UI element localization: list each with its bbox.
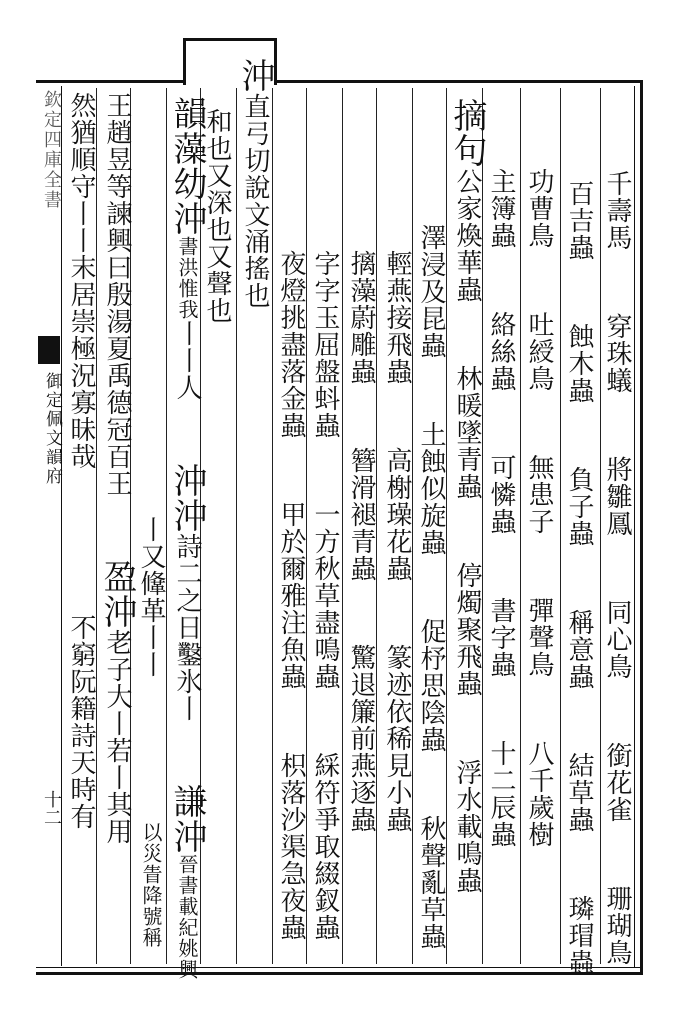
text-segment: 書洪惟我 [175, 236, 199, 320]
text-segment: 幼沖 [167, 166, 207, 236]
spacer [564, 547, 594, 609]
text-segment: 謙沖 [167, 784, 207, 854]
text-segment: 老子大丨若丨其用 [102, 629, 132, 845]
text-segment: 負子蟲 [564, 466, 594, 547]
text-segment: 詩二之日鑿氷丨 [172, 533, 202, 722]
text-column [134, 96, 168, 948]
text-segment: 甲於爾雅注魚蟲 [276, 501, 306, 690]
spacer [172, 722, 202, 784]
spacer [416, 359, 446, 421]
spacer [276, 439, 306, 501]
text-segment: 沖 [235, 58, 275, 93]
spacer [382, 582, 412, 644]
spacer [61, 532, 101, 614]
spacer [102, 497, 132, 559]
text-segment: 蝕木蟲 [564, 323, 594, 404]
text-segment: 千壽馬 [602, 170, 632, 251]
spacer [452, 500, 482, 562]
text-segment: 絡絲蟲 [486, 311, 516, 392]
text-segment: 彈聲鳥 [524, 597, 554, 678]
spacer [564, 833, 594, 895]
text-segment: 秋聲亂草蟲 [416, 815, 446, 950]
column-rule [600, 88, 601, 964]
spacer [602, 537, 632, 599]
text-segment: 八千歲樹 [524, 740, 554, 848]
spacer [524, 678, 554, 740]
spacer [411, 142, 451, 224]
book-title: 欽定四庫全書 [41, 90, 62, 210]
spacer [524, 249, 554, 311]
spacer [452, 303, 482, 365]
text-segment: 王趙昱等諫興曰殷湯夏禹德冠百王 [102, 92, 132, 497]
frame-inner-right-border [634, 86, 635, 968]
spacer [131, 178, 171, 260]
frame-bottom-border [36, 972, 642, 975]
frame-top-border [36, 80, 642, 83]
spacer [602, 680, 632, 742]
spacer [486, 392, 516, 454]
spacer [271, 168, 311, 250]
spacer [602, 823, 632, 885]
text-column [204, 108, 230, 324]
spacer [136, 310, 166, 372]
spacer [131, 96, 171, 178]
spacer [346, 385, 376, 447]
text-segment: 結草蟲 [564, 752, 594, 833]
text-segment: 綵符爭取綴釵蟲 [310, 752, 340, 941]
text-segment: 林暖墜青蟲 [452, 365, 482, 500]
spacer [524, 392, 554, 454]
spacer [276, 690, 306, 752]
spacer [310, 439, 340, 501]
page-number: 十二 [41, 790, 62, 826]
text-segment: 將雛鳳 [602, 456, 632, 537]
text-segment: 珊瑚鳥 [602, 885, 632, 966]
text-segment: 直弓切說文涌搖也 [240, 93, 270, 309]
text-segment: 璘瑁蟲 [564, 895, 594, 976]
spacer [382, 385, 412, 447]
spacer [416, 753, 446, 815]
text-segment: 枳落沙渠急夜蟲 [276, 752, 306, 941]
spacer [346, 582, 376, 644]
text-segment: 澤浸及昆蟲 [416, 224, 446, 359]
fish-tail-mark [38, 336, 60, 364]
text-segment: 同心鳥 [602, 599, 632, 680]
text-column [526, 168, 552, 848]
text-column [414, 142, 448, 950]
text-segment: 銜花雀 [602, 742, 632, 823]
text-segment: 沖沖 [167, 463, 207, 533]
text-segment: 一方秋草盡鳴蟲 [310, 501, 340, 690]
text-column [380, 168, 414, 833]
spacer [139, 260, 163, 310]
text-column [64, 92, 98, 830]
text-column [604, 170, 630, 966]
spacer [377, 168, 417, 250]
spacer [341, 168, 381, 250]
text-segment: 浮水載鳴蟲 [452, 759, 482, 894]
spacer [602, 394, 632, 456]
text-segment: 晉書載紀姚興 [175, 854, 199, 980]
text-segment: 公家煥華蟲 [452, 168, 482, 303]
spacer [524, 535, 554, 597]
spacer [416, 556, 446, 618]
text-segment: 穿珠蟻 [602, 313, 632, 394]
text-segment: 盈沖 [97, 559, 137, 629]
spacer [66, 470, 96, 532]
spacer [452, 697, 482, 759]
spacer [486, 535, 516, 597]
text-segment: 丨丨人 [172, 320, 202, 401]
text-column [308, 168, 342, 941]
spacer [564, 261, 594, 323]
text-segment: 無患子 [524, 454, 554, 535]
text-column [344, 168, 378, 833]
text-column [274, 168, 308, 941]
spacer [486, 678, 516, 740]
text-segment: 吐綬鳥 [524, 311, 554, 392]
text-column [97, 92, 137, 845]
text-segment: 篆迹依稀見小蟲 [382, 644, 412, 833]
text-segment: 輕燕接飛蟲 [382, 250, 412, 385]
text-segment: 摘句 [447, 98, 487, 168]
margin-strip [37, 86, 62, 966]
spacer [564, 690, 594, 752]
text-segment: 書字蟲 [486, 597, 516, 678]
volume-title: 御定佩文韻府 [42, 372, 62, 486]
text-segment: 高榭璪花蟲 [382, 447, 412, 582]
text-segment: 功曹鳥 [524, 168, 554, 249]
text-segment: 促杼思陰蟲 [416, 618, 446, 753]
spacer [172, 401, 202, 463]
text-column [488, 168, 514, 848]
text-segment: 和也又深也又聲也 [202, 108, 232, 324]
text-segment: 停燭聚飛蟲 [452, 562, 482, 697]
text-column [235, 58, 275, 309]
text-segment: 土蝕似旋蟲 [416, 421, 446, 556]
spacer [136, 678, 166, 740]
text-segment: 主簿蟲 [486, 168, 516, 249]
spacer [486, 249, 516, 311]
text-column [167, 96, 207, 980]
spacer [602, 251, 632, 313]
spacer [131, 740, 171, 822]
text-segment: 然猶順守丨丨末居崇極況寡昧哉 [66, 92, 96, 470]
text-column [447, 98, 487, 894]
text-segment: 韻藻 [167, 96, 207, 166]
spacer [131, 434, 171, 516]
text-segment: 以災眚降號稱 [139, 822, 163, 948]
column-rule [560, 88, 561, 964]
spacer [136, 372, 166, 434]
text-segment: 不窮阮籍詩天時有 [66, 614, 96, 830]
spacer [564, 404, 594, 466]
frame-right-border [640, 80, 643, 975]
text-column [566, 180, 592, 976]
column-rule [520, 88, 521, 964]
text-segment: 摛藻蔚雕蟲 [346, 250, 376, 385]
text-segment: 驚退簾前燕逐蟲 [346, 644, 376, 833]
spacer [310, 690, 340, 752]
text-segment: 可憐蟲 [486, 454, 516, 535]
spacer [305, 168, 345, 250]
frame-bottom-inner-border [36, 967, 642, 968]
text-segment: 丨又鞗革丨丨 [136, 516, 166, 678]
text-segment: 字字玉屈盤蚪蟲 [310, 250, 340, 439]
text-segment: 百吉蟲 [564, 180, 594, 261]
column-rule [236, 88, 237, 964]
text-segment: 十二辰蟲 [486, 740, 516, 848]
text-segment: 稱意蟲 [564, 609, 594, 690]
text-segment: 簪滑褪青蟲 [346, 447, 376, 582]
text-segment: 夜燈挑盡落金蟲 [276, 250, 306, 439]
